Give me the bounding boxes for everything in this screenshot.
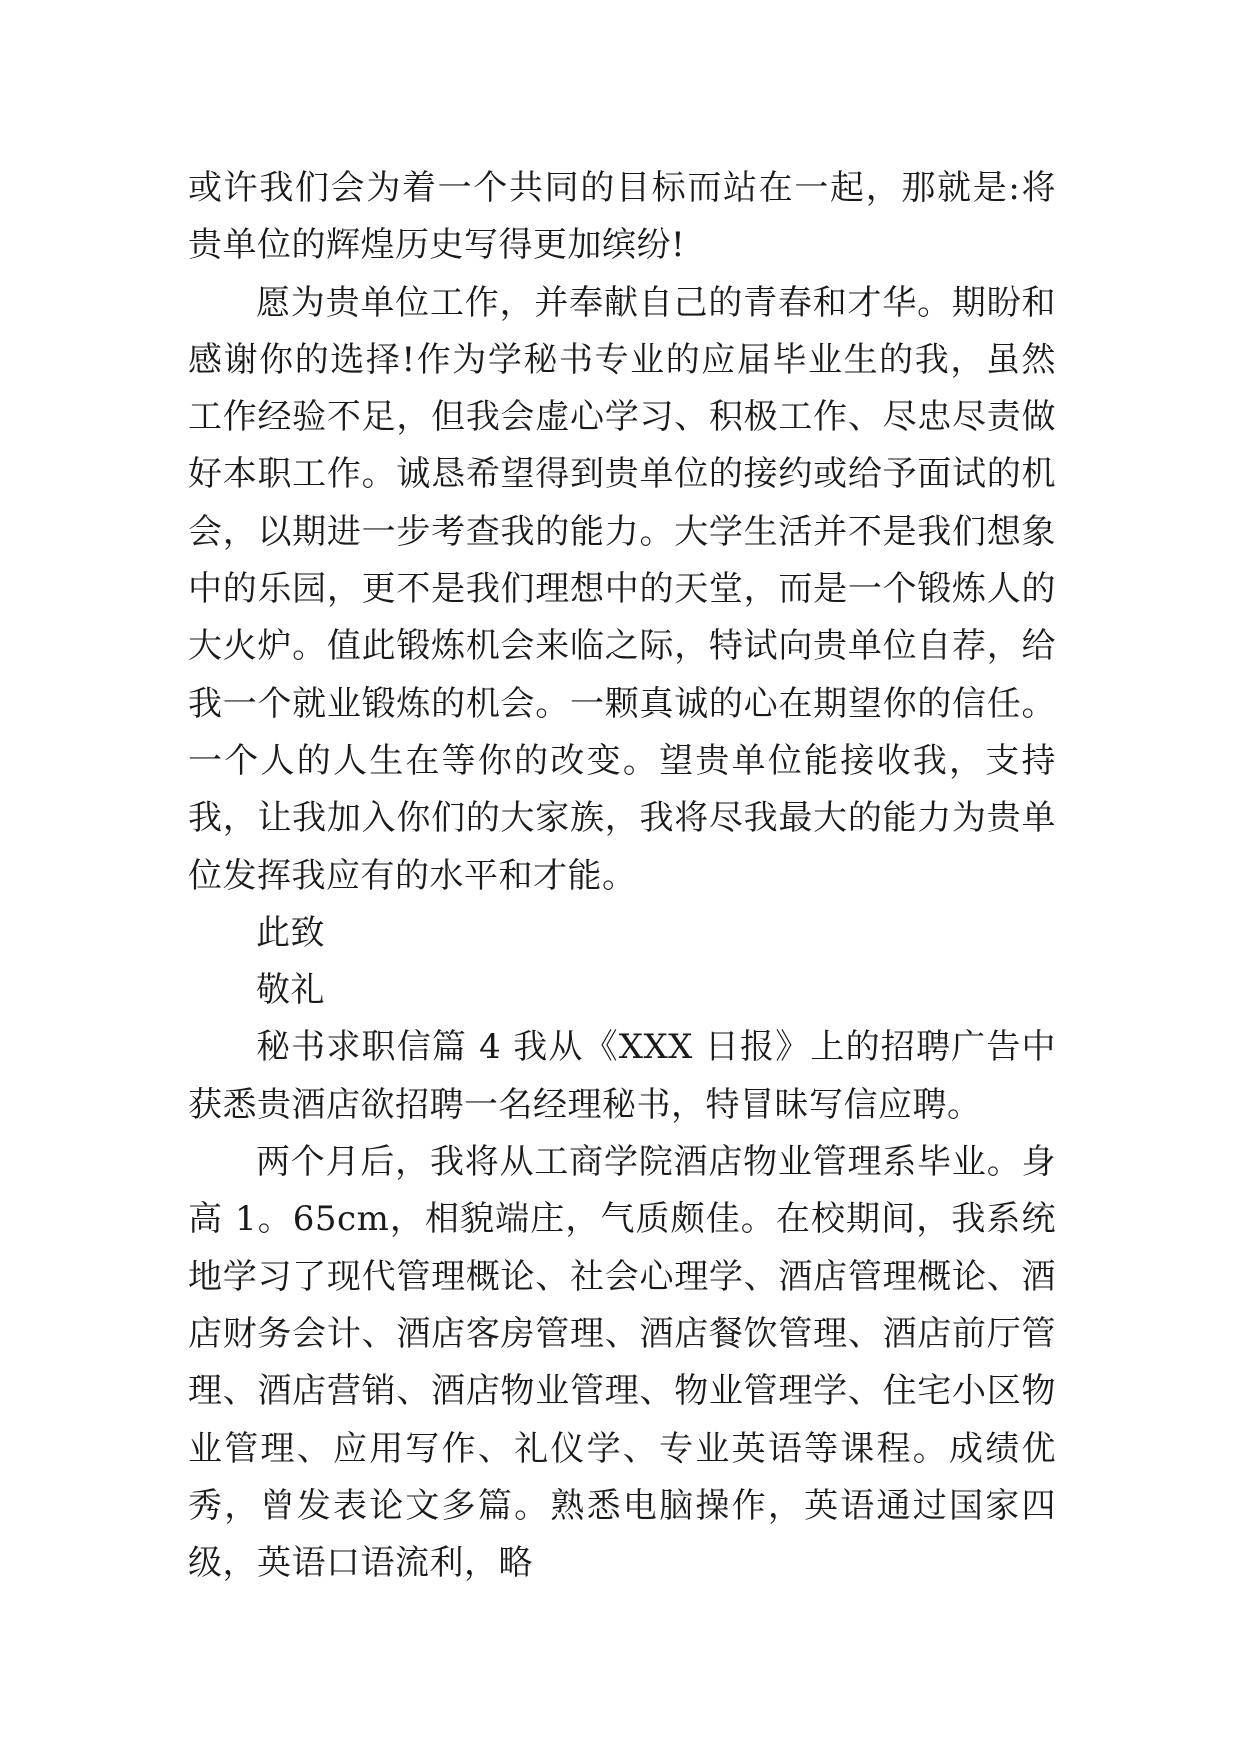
- paragraph-letter-4-intro: 秘书求职信篇 4 我从《XXX 日报》上的招聘广告中获悉贵酒店欲招聘一名经理秘书，特冒昧写信应聘。: [188, 1027, 1056, 1125]
- closing-regards: 敬礼: [256, 970, 325, 1011]
- paragraph-continuation: 或许我们会为着一个共同的目标而站在一起，那就是:将贵单位的辉煌历史写得更加缤纷!: [188, 168, 1056, 266]
- document-body: [188, 160, 1056, 1592]
- paragraph-aspiration: 愿为贵单位工作，并奉献自己的青春和才华。期盼和感谢你的选择!作为学秘书专业的应届毕业生的我，虽然工作经验不足，但我会虚心学习、积极工作、尽忠尽责做好本职工作。诚恳希望得到贵单位的接约或给予面试的机会，以期进一步考查我的能力。大学生活并不是我们想象中的乐园，更不是我们理想中的天堂，而是一个锻炼人的大火炉。值此锻炼机会来临之际，特试向贵单位自荐，给我一个就业锻炼的机会。一颗真诚的心在期望你的信任。一个人的人生在等你的改变。望贵单位能接收我，支持我，让我加入你们的大家族，我将尽我最大的能力为贵单位发挥我应有的水平和才能。: [188, 282, 1056, 896]
- paragraph-letter-4-body: 两个月后，我将从工商学院酒店物业管理系毕业。身高 1。65cm，相貌端庄，气质颇佳。在校期间，我系统地学习了现代管理概论、社会心理学、酒店管理概论、酒店财务会计、酒店客房管理、酒店餐饮管理、酒店前厅管理、酒店营销、酒店物业管理、物业管理学、住宅小区物业管理、应用写作、礼仪学、专业英语等课程。成绩优秀，曾发表论文多篇。熟悉电脑操作，英语通过国家四级，英语口语流利，略: [188, 1142, 1056, 1584]
- closing-salutation: 此致: [256, 912, 325, 953]
